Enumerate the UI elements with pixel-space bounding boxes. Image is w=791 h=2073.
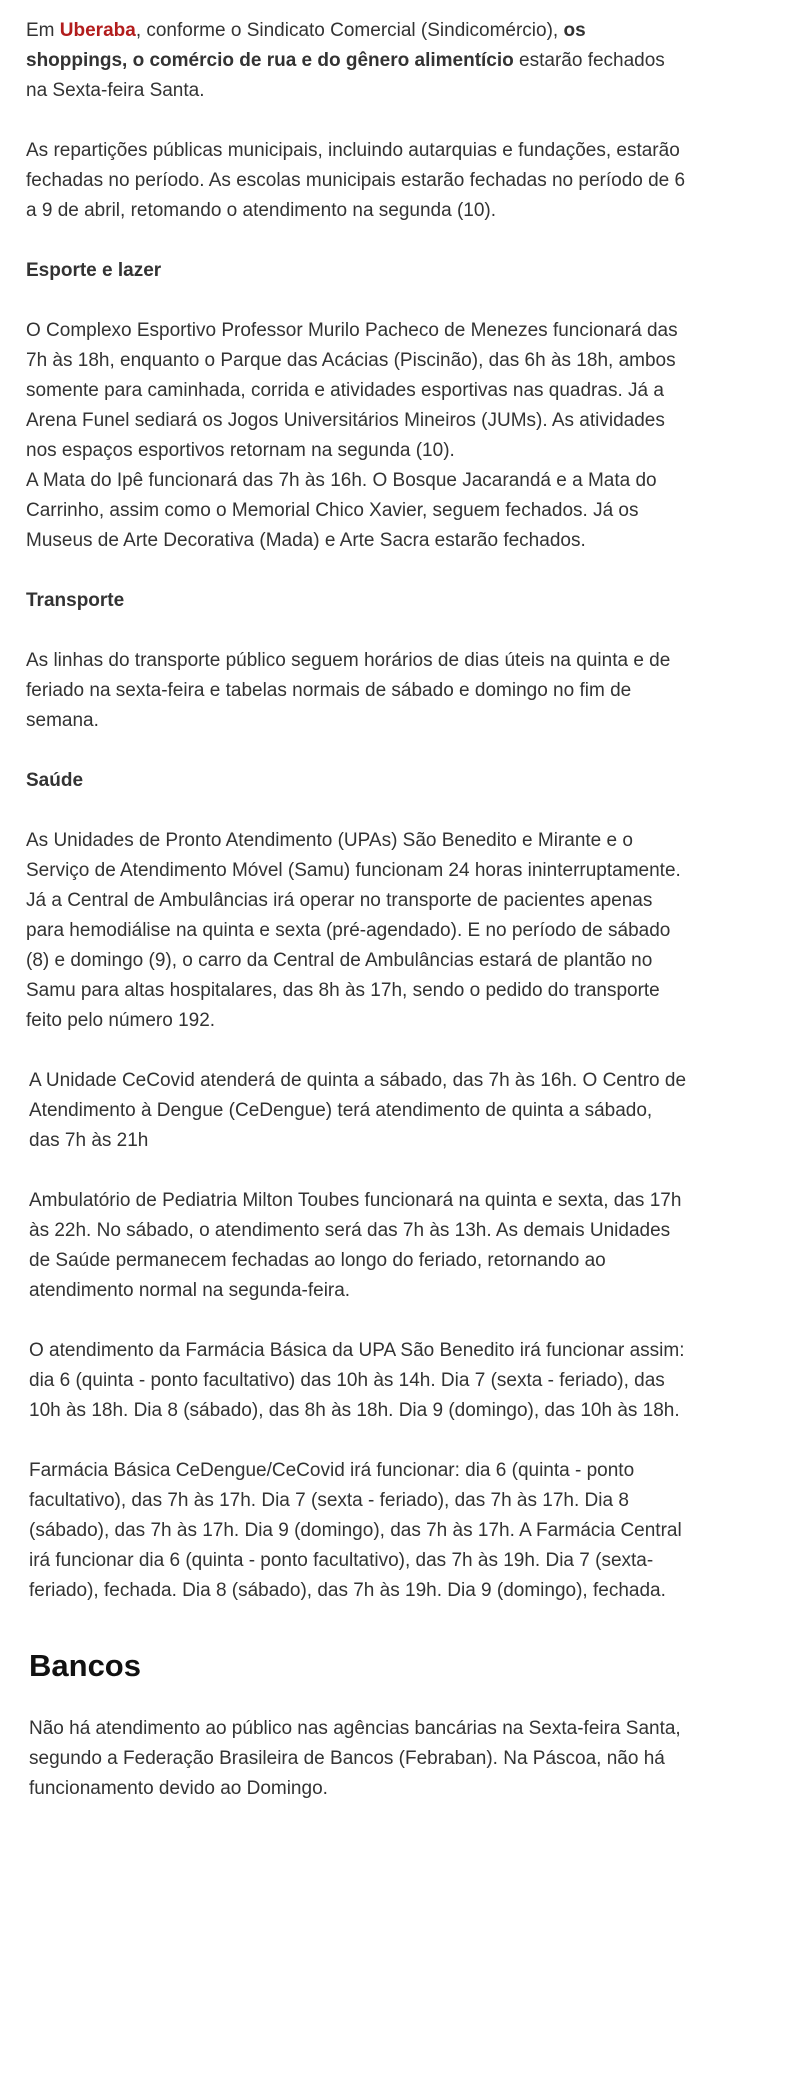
health-paragraph-2: Já a Central de Ambulâncias irá operar no transporte de pacientes apenas para hemodiálise na quinta e sexta (pré-agendado). E no período de sábado (8) e domingo (9), o carro da Central de Ambulâncias estará de plantão no Samu para altas hospitalares, das 8h às 17h, sendo o pedido do transporte feito pelo número 192. — [26, 890, 671, 1031]
banks-heading: Bancos — [29, 1648, 141, 1683]
health-paragraph-5: O atendimento da Farmácia Básica da UPA São Benedito irá funcionar assim: dia 6 (quinta - ponto facultativo) das 10h às 14h. Dia 7 (sexta - feriado), das 10h às 18h. Dia 8 (sábado), das 8h às 18h. Dia 9 (domingo), das 10h às 18h. — [29, 1340, 685, 1421]
health-paragraph-4: Ambulatório de Pediatria Milton Toubes funcionará na quinta e sexta, das 17h às 22h. No sábado, o atendimento será das 7h às 13h. As demais Unidades de Saúde permanecem fechadas ao longo do feriado, retornando ao atendimento normal na segunda-feira. — [29, 1190, 682, 1301]
intro-mid: , conforme o Sindicato Comercial (Sindicomércio), — [135, 20, 564, 41]
municipal-paragraph: As repartições públicas municipais, incluindo autarquias e fundações, estarão fechadas no período. As escolas municipais estarão fechadas no período de 6 a 9 de abril, retomando o atendimento na segunda (10). — [26, 140, 686, 221]
article-body — [26, 0, 686, 1804]
health-paragraph-1: As Unidades de Pronto Atendimento (UPAs) São Benedito e Mirante e o Serviço de Atendimento Móvel (Samu) funcionam 24 horas ininterruptamente. — [26, 830, 681, 881]
intro-paragraph — [26, 16, 666, 106]
health-heading: Saúde — [26, 770, 84, 791]
city-link[interactable]: Uberaba — [59, 20, 136, 41]
transport-paragraph: As linhas do transporte público seguem horários de dias úteis na quinta e de feriado na sexta-feira e tabelas normais de sábado e domingo no fim de semana. — [26, 650, 671, 731]
intro-prefix: Em — [26, 20, 60, 41]
intro-bold: os shoppings, o comércio de rua e do gênero alimentício — [26, 20, 586, 71]
banks-paragraph: Não há atendimento ao público nas agências bancárias na Sexta-feira Santa, segundo a Federação Brasileira de Bancos (Febraban). Na Páscoa, não há funcionamento devido ao Domingo. — [29, 1718, 681, 1799]
health-paragraph-3: A Unidade CeCovid atenderá de quinta a sábado, das 7h às 16h. O Centro de Atendimento à Dengue (CeDengue) terá atendimento de quinta a sábado, das 7h às 21h — [29, 1070, 687, 1151]
sports-paragraph-1: O Complexo Esportivo Professor Murilo Pacheco de Menezes funcionará das 7h às 18h, enquanto o Parque das Acácias (Piscinão), das 6h às 18h, ambos somente para caminhada, corrida e atividades esportivas nas quadras. Já a Arena Funel sediará os Jogos Universitários Mineiros (JUMs). As atividades nos espaços esportivos retornam na segunda (10). — [26, 320, 678, 461]
health-paragraph-6: Farmácia Básica CeDengue/CeCovid irá funcionar: dia 6 (quinta - ponto facultativo), das 7h às 17h. Dia 7 (sexta - feriado), das 7h às 17h. Dia 8 (sábado), das 7h às 17h. Dia 9 (domingo), das 7h às 17h. A Farmácia Central irá funcionar dia 6 (quinta - ponto facultativo), das 7h às 19h. Dia 7 (sexta- feriado), fechada. Dia 8 (sábado), das 7h às 19h. Dia 9 (domingo), fechada. — [29, 1460, 682, 1601]
sports-paragraph-2: A Mata do Ipê funcionará das 7h às 16h. O Bosque Jacarandá e a Mata do Carrinho, assim como o Memorial Chico Xavier, seguem fechados. Já os Museus de Arte Decorativa (Mada) e Arte Sacra estarão fechados. — [26, 470, 657, 551]
transport-heading: Transporte — [26, 590, 125, 611]
intro-suffix: estarão fechados na Sexta-feira Santa. — [26, 50, 665, 101]
sports-heading: Esporte e lazer — [26, 260, 162, 281]
